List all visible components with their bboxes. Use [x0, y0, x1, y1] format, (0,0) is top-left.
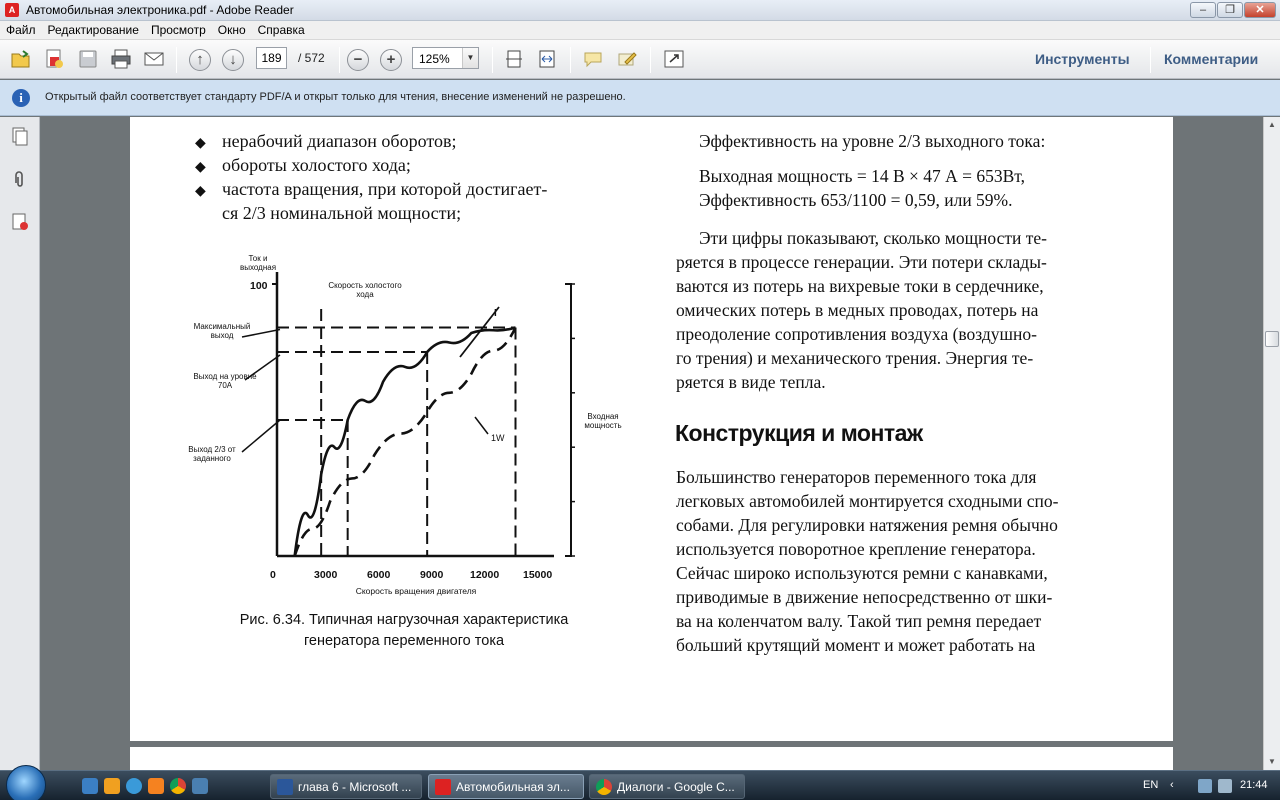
- page-thumbnails-icon[interactable]: [9, 125, 31, 147]
- right-axis-bracket: [565, 284, 571, 556]
- chrome-icon: [596, 779, 612, 795]
- text-line: Эффективность 653/1100 = 0,59, или 59%.: [699, 190, 1013, 210]
- text-line: ряется в виде тепла.: [676, 372, 826, 392]
- chevron-left-icon[interactable]: ‹: [1170, 779, 1174, 791]
- scroll-thumb[interactable]: [1265, 331, 1279, 347]
- text-line: Эти цифры показывают, сколько мощности те-: [699, 228, 1048, 248]
- text-line: ва на коленчатом валу. Такой тип ремня передает: [676, 611, 1042, 631]
- navigation-pane: [0, 117, 40, 770]
- fit-page-icon[interactable]: [502, 48, 526, 70]
- figure-caption-line2: генератора переменного тока: [303, 633, 505, 649]
- text-line: преодоление сопротивления воздуха (воздушно-: [676, 324, 1037, 344]
- title-bar: [0, 0, 1280, 21]
- volume-icon[interactable]: [1218, 779, 1232, 793]
- bullet-item: ся 2/3 номинальной мощности;: [222, 203, 462, 223]
- zoom-select[interactable]: [412, 47, 479, 69]
- bullet-item: частота вращения, при которой достигает-: [222, 179, 548, 199]
- bullet-item: обороты холостого хода;: [222, 155, 411, 175]
- zoom-in-button[interactable]: +: [380, 49, 402, 71]
- clock[interactable]: 21:44: [1240, 779, 1268, 791]
- info-message: Открытый файл соответствует стандарту PDF/A и открыт только для чтения, внесение изменений не разрешено.: [45, 91, 626, 103]
- vertical-scrollbar[interactable]: [1263, 117, 1280, 770]
- maximize-button[interactable]: ❐: [1217, 2, 1243, 18]
- print-icon[interactable]: [109, 48, 133, 70]
- zoom-out-button[interactable]: −: [347, 49, 369, 71]
- menu-bar: [0, 21, 1280, 40]
- task-label: Автомобильная эл...: [456, 780, 570, 794]
- info-bar: [0, 80, 1280, 116]
- pdf-next-page: [130, 747, 1173, 770]
- text-line: ряется в процессе генерации. Эти потери склады-: [676, 252, 1047, 272]
- bullet-item: нерабочий диапазон оборотов;: [222, 131, 457, 151]
- text-line: Выходная мощность = 14 В × 47 А = 653Вт,: [699, 166, 1026, 186]
- max-output-label: Максимальный выход: [193, 322, 251, 340]
- figure-caption: Рис. 6.34. Типичная нагрузочная характеристика: [239, 612, 569, 628]
- task-label: глава 6 - Microsoft ...: [298, 780, 412, 794]
- text-line: ваются из потерь на вихревые токи в сердечнике,: [676, 276, 1044, 296]
- text-line: Большинство генераторов переменного тока для: [676, 467, 1037, 487]
- x-tick-label: 12000: [470, 569, 500, 581]
- bullet-icon: ◆: [195, 158, 206, 174]
- text-line: Эффективность на уровне 2/3 выходного тока:: [699, 131, 1046, 151]
- text-line: используется поворотное крепление генератора.: [676, 539, 1036, 559]
- output-70a-label: Выход на уровне 70А: [193, 372, 257, 390]
- zoom-value: 125%: [419, 52, 450, 66]
- text-line: больший крутящий момент и может работать на: [676, 635, 1036, 655]
- text-line: приводимые в движение непосредственно от шки-: [676, 587, 1053, 607]
- open-icon[interactable]: [9, 48, 33, 70]
- menu-window[interactable]: Окно: [217, 23, 246, 37]
- network-icon[interactable]: [1198, 779, 1212, 793]
- curve-label: 1W: [491, 433, 505, 443]
- y-tick-label: 100: [250, 280, 268, 292]
- pdf-page: [130, 117, 1173, 741]
- input-power-label: Входная мощность: [584, 412, 622, 430]
- pdf-icon: [435, 779, 451, 795]
- curve-tick-label: I: [494, 308, 497, 319]
- create-pdf-icon[interactable]: [42, 48, 66, 70]
- scroll-up-icon[interactable]: ▲: [1268, 120, 1276, 129]
- chrome-icon[interactable]: [170, 778, 186, 794]
- text-line: омических потерь в медных проводах, потерь на: [676, 300, 1039, 320]
- email-icon[interactable]: [142, 48, 166, 70]
- toolbar: [0, 40, 1280, 79]
- next-page-button[interactable]: ↓: [222, 49, 244, 71]
- task-label: Диалоги - Google C...: [617, 780, 735, 794]
- menu-help[interactable]: Справка: [257, 23, 305, 37]
- curve-label-leader: [475, 417, 488, 434]
- idle-speed-label: Скорость холостого хода: [328, 281, 402, 299]
- document-view[interactable]: [41, 117, 1263, 770]
- close-button[interactable]: ✕: [1244, 2, 1276, 18]
- show-desktop-icon[interactable]: [82, 778, 98, 794]
- start-button[interactable]: [6, 765, 46, 800]
- chevron-down-icon[interactable]: ▼: [462, 48, 478, 68]
- tools-pane-button[interactable]: Инструменты: [1035, 51, 1130, 67]
- taskbar: [0, 770, 1280, 800]
- scroll-down-icon[interactable]: ▼: [1268, 757, 1276, 766]
- x-tick-label: 3000: [314, 569, 338, 581]
- sign-icon[interactable]: [615, 48, 639, 70]
- section-heading: Конструкция и монтаж: [675, 420, 923, 446]
- window-icon[interactable]: [192, 778, 208, 794]
- page-total: / 572: [298, 51, 325, 65]
- fullscreen-icon[interactable]: [662, 48, 686, 70]
- series-current-line: [295, 328, 516, 556]
- series-input-power-line: [295, 328, 516, 556]
- task-word[interactable]: [270, 774, 422, 799]
- x-tick-label: 6000: [367, 569, 391, 581]
- save-icon[interactable]: [76, 48, 100, 70]
- bullet-icon: ◆: [195, 134, 206, 150]
- info-icon: i: [12, 89, 30, 107]
- output-two-thirds-label: Выход 2/3 от заданного: [188, 445, 236, 463]
- adobe-reader-icon: A: [5, 3, 19, 17]
- signatures-icon[interactable]: [9, 211, 31, 233]
- comments-pane-button[interactable]: Комментарии: [1164, 51, 1259, 67]
- ie-icon[interactable]: [126, 778, 142, 794]
- x-tick-label: 9000: [420, 569, 444, 581]
- page-number-input[interactable]: [256, 47, 287, 69]
- minimize-button[interactable]: –: [1190, 2, 1216, 18]
- comment-icon[interactable]: [581, 48, 605, 70]
- word-icon: [277, 779, 293, 795]
- x-tick-label: 15000: [523, 569, 553, 581]
- task-chrome[interactable]: [589, 774, 745, 799]
- media-player-icon[interactable]: [104, 778, 120, 794]
- window-title: Автомобильная электроника.pdf - Adobe Reader: [26, 3, 294, 17]
- text-line: го трения) и механического трения. Энергия те-: [676, 348, 1034, 368]
- previous-page-button[interactable]: ↑: [189, 49, 211, 71]
- fit-width-icon[interactable]: [535, 48, 559, 70]
- text-line: легковых автомобилей монтируется сходными спо-: [676, 491, 1059, 511]
- attachments-icon[interactable]: [9, 169, 31, 191]
- menu-edit[interactable]: Редактирование: [47, 23, 139, 37]
- bullet-icon: ◆: [195, 182, 206, 198]
- text-line: Сейчас широко используются ремни с канавками,: [676, 563, 1048, 583]
- y-axis-label: Ток и выходная: [239, 254, 277, 272]
- x-tick-label: 0: [270, 569, 276, 581]
- text-line: собами. Для регулировки натяжения ремня обычно: [676, 515, 1058, 535]
- vlc-icon[interactable]: [148, 778, 164, 794]
- menu-view[interactable]: Просмотр: [150, 23, 206, 37]
- x-axis-label: Скорость вращения двигателя: [355, 586, 477, 596]
- menu-file[interactable]: Файл: [6, 23, 36, 37]
- language-indicator[interactable]: EN: [1143, 779, 1159, 791]
- task-adobe-reader[interactable]: [428, 774, 584, 799]
